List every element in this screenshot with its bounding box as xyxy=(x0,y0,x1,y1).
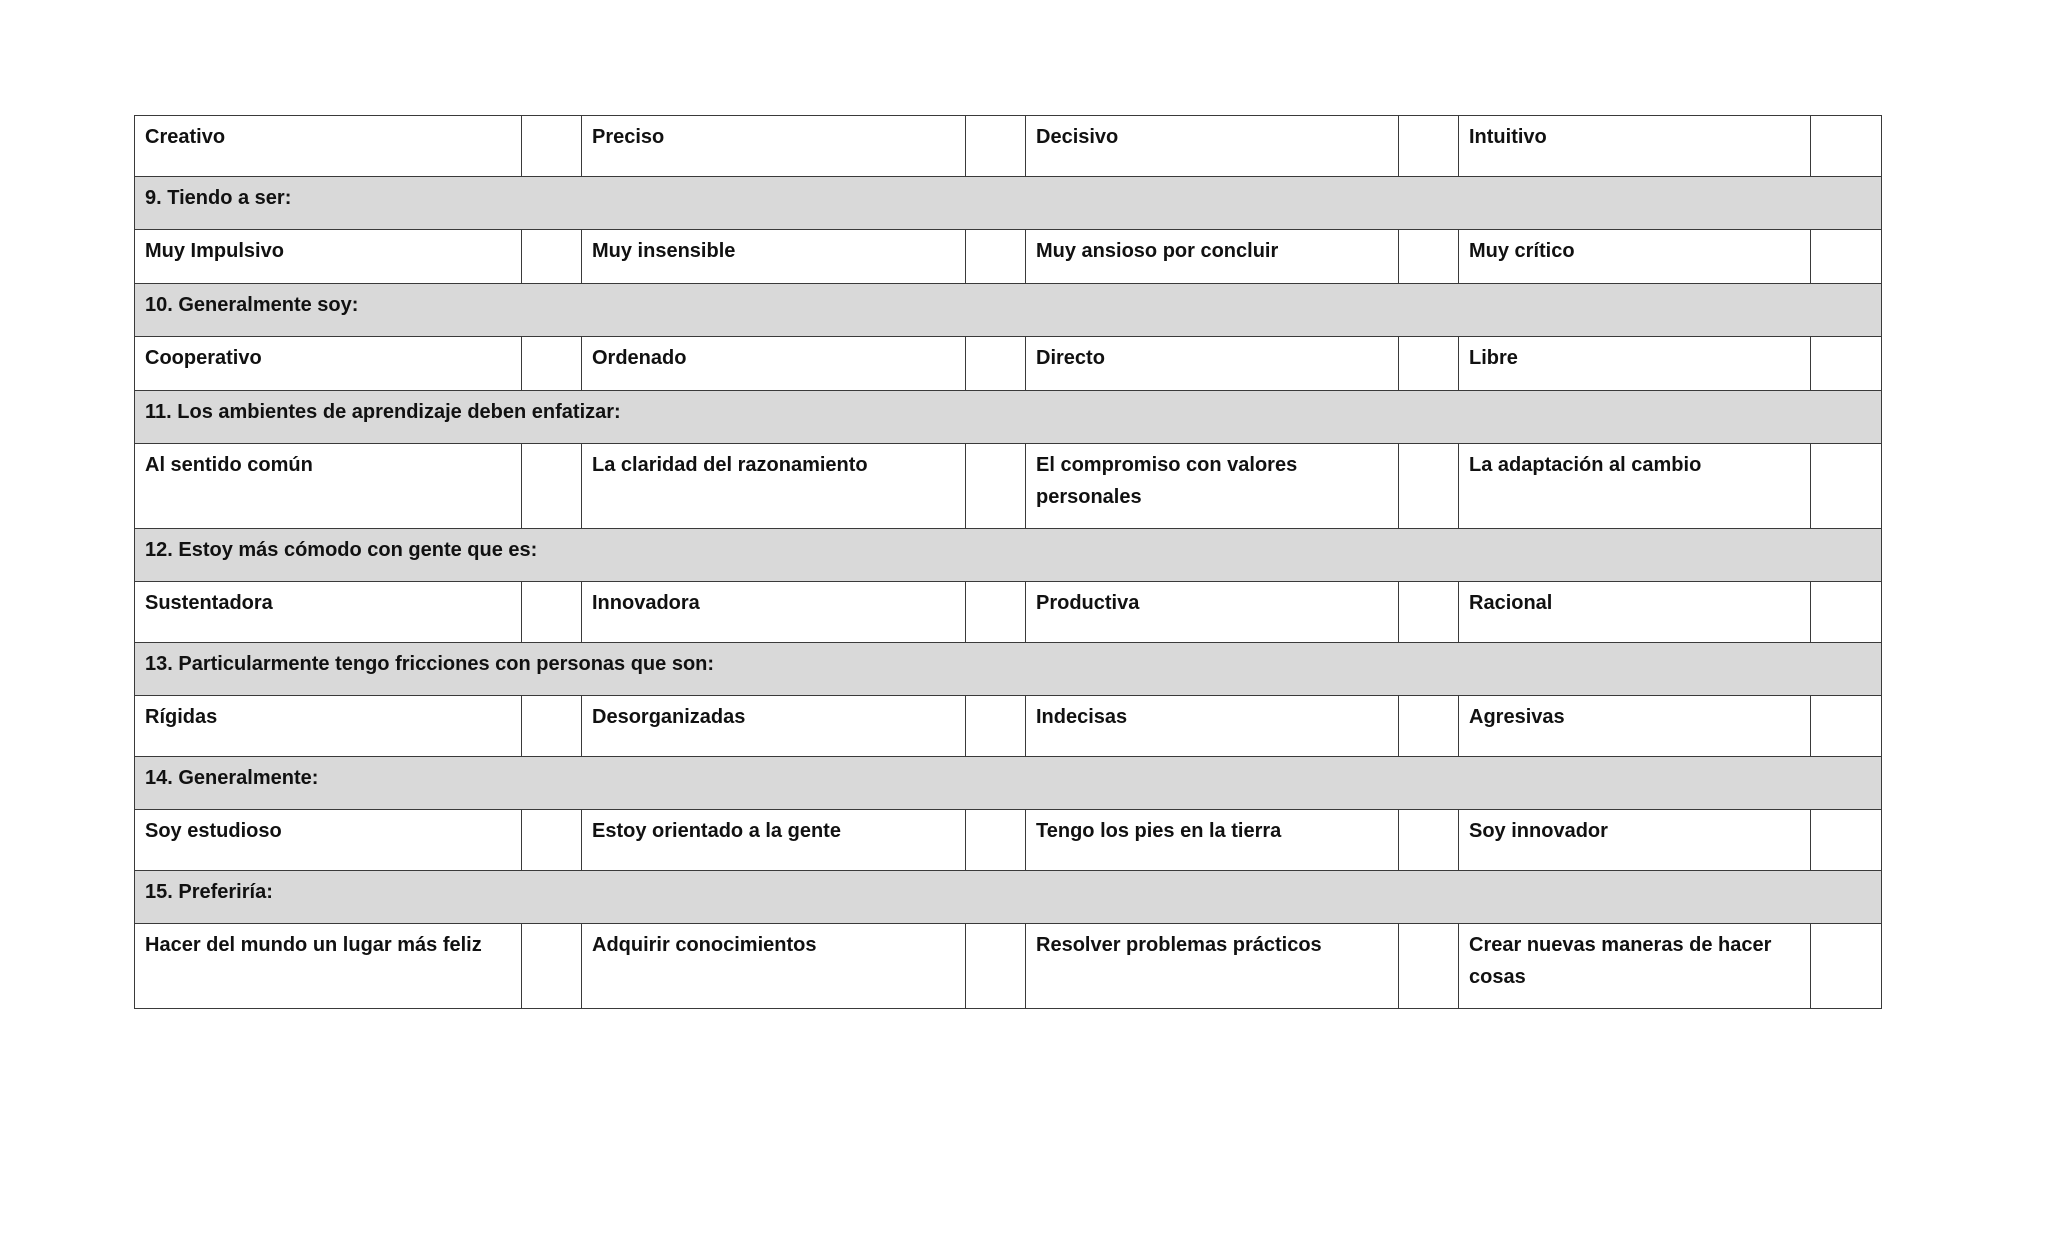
option-cell xyxy=(1026,810,1399,871)
option-cell xyxy=(1026,230,1399,284)
option-label: Hacer del mundo un lugar más feliz xyxy=(145,934,482,956)
answer-box[interactable] xyxy=(1399,810,1459,871)
answer-box[interactable] xyxy=(1811,924,1882,1009)
option-cell xyxy=(1459,230,1811,284)
question-row xyxy=(135,284,1882,337)
answer-box[interactable] xyxy=(966,337,1026,391)
option-label: Rígidas xyxy=(145,706,218,728)
option-label: Directo xyxy=(1036,347,1105,369)
question-cell xyxy=(135,871,1882,924)
option-label: Ordenado xyxy=(592,347,687,369)
answer-box[interactable] xyxy=(1811,230,1882,284)
answer-box[interactable] xyxy=(966,230,1026,284)
option-label: Resolver problemas prácticos xyxy=(1036,934,1322,956)
option-cell xyxy=(1459,444,1811,529)
option-cell xyxy=(582,444,966,529)
option-label: Al sentido común xyxy=(145,454,313,476)
answer-box[interactable] xyxy=(966,810,1026,871)
answer-box[interactable] xyxy=(1811,582,1882,643)
options-row xyxy=(135,444,1882,529)
option-label: Innovadora xyxy=(592,592,700,614)
question-cell xyxy=(135,284,1882,337)
answer-box[interactable] xyxy=(1811,116,1882,177)
question-cell xyxy=(135,643,1882,696)
answer-box[interactable] xyxy=(1811,444,1882,529)
option-cell xyxy=(1026,696,1399,757)
option-cell xyxy=(582,337,966,391)
question-label: 11. Los ambientes de aprendizaje deben enfatizar: xyxy=(145,401,621,423)
option-label: Muy Impulsivo xyxy=(145,240,284,262)
option-label: Productiva xyxy=(1036,592,1140,614)
option-label: Muy ansioso por concluir xyxy=(1036,240,1279,262)
option-cell xyxy=(582,582,966,643)
option-label: Creativo xyxy=(145,126,226,148)
answer-box[interactable] xyxy=(1811,696,1882,757)
answer-box[interactable] xyxy=(1399,444,1459,529)
option-cell xyxy=(135,116,522,177)
option-label: La adaptación al cambio xyxy=(1469,454,1702,476)
question-cell xyxy=(135,391,1882,444)
answer-box[interactable] xyxy=(1399,696,1459,757)
option-cell xyxy=(1026,582,1399,643)
option-label: La claridad del razonamiento xyxy=(592,454,868,476)
option-label: Soy innovador xyxy=(1469,820,1608,842)
option-label: Desorganizadas xyxy=(592,706,746,728)
option-cell xyxy=(135,337,522,391)
answer-box[interactable] xyxy=(522,582,582,643)
answer-box[interactable] xyxy=(1399,337,1459,391)
option-cell xyxy=(135,444,522,529)
option-label: Intuitivo xyxy=(1469,126,1547,148)
option-cell xyxy=(135,230,522,284)
option-cell xyxy=(1026,924,1399,1009)
answer-box[interactable] xyxy=(522,810,582,871)
answer-box[interactable] xyxy=(966,116,1026,177)
question-row xyxy=(135,177,1882,230)
answer-box[interactable] xyxy=(1399,924,1459,1009)
answer-box[interactable] xyxy=(522,924,582,1009)
answer-box[interactable] xyxy=(522,337,582,391)
answer-box[interactable] xyxy=(522,444,582,529)
options-row xyxy=(135,337,1882,391)
question-cell xyxy=(135,529,1882,582)
option-label: Crear nuevas maneras de hacer cosas xyxy=(1469,934,1772,988)
option-cell xyxy=(1459,924,1811,1009)
answer-box[interactable] xyxy=(966,444,1026,529)
question-label: 9. Tiendo a ser: xyxy=(145,187,292,209)
option-label: Cooperativo xyxy=(145,347,262,369)
options-row xyxy=(135,230,1882,284)
option-cell xyxy=(1026,337,1399,391)
option-cell xyxy=(135,696,522,757)
question-label: 15. Preferiría: xyxy=(145,881,273,903)
answer-box[interactable] xyxy=(966,924,1026,1009)
option-cell xyxy=(582,810,966,871)
option-label: Agresivas xyxy=(1469,706,1565,728)
option-label: Muy crítico xyxy=(1469,240,1575,262)
option-cell xyxy=(1459,582,1811,643)
question-cell xyxy=(135,177,1882,230)
option-cell xyxy=(1026,444,1399,529)
option-cell xyxy=(1459,696,1811,757)
questionnaire-table xyxy=(134,115,1882,1009)
option-cell xyxy=(1459,337,1811,391)
option-cell xyxy=(582,924,966,1009)
question-label: 13. Particularmente tengo fricciones con personas que son: xyxy=(145,653,715,675)
option-label: Soy estudioso xyxy=(145,820,282,842)
options-row xyxy=(135,582,1882,643)
table-body xyxy=(135,116,1882,1009)
option-label: Estoy orientado a la gente xyxy=(592,820,841,842)
option-label: Tengo los pies en la tierra xyxy=(1036,820,1282,842)
option-label: Decisivo xyxy=(1036,126,1119,148)
options-row xyxy=(135,696,1882,757)
question-label: 14. Generalmente: xyxy=(145,767,319,789)
question-row xyxy=(135,529,1882,582)
option-cell xyxy=(1459,116,1811,177)
question-row xyxy=(135,391,1882,444)
question-row xyxy=(135,643,1882,696)
option-label: Sustentadora xyxy=(145,592,273,614)
answer-box[interactable] xyxy=(1399,230,1459,284)
option-label: Libre xyxy=(1469,347,1518,369)
options-row xyxy=(135,810,1882,871)
answer-box[interactable] xyxy=(1811,810,1882,871)
answer-box[interactable] xyxy=(1811,337,1882,391)
options-row xyxy=(135,924,1882,1009)
option-cell xyxy=(1026,116,1399,177)
option-label: Indecisas xyxy=(1036,706,1128,728)
option-cell xyxy=(135,582,522,643)
question-label: 10. Generalmente soy: xyxy=(145,294,359,316)
answer-box[interactable] xyxy=(1399,582,1459,643)
option-label: Adquirir conocimientos xyxy=(592,934,817,956)
answer-box[interactable] xyxy=(966,582,1026,643)
question-label: 12. Estoy más cómodo con gente que es: xyxy=(145,539,538,561)
answer-box[interactable] xyxy=(522,696,582,757)
answer-box[interactable] xyxy=(1399,116,1459,177)
option-cell xyxy=(135,810,522,871)
option-label: Muy insensible xyxy=(592,240,736,262)
option-cell xyxy=(135,924,522,1009)
answer-box[interactable] xyxy=(522,116,582,177)
option-cell xyxy=(1459,810,1811,871)
question-cell xyxy=(135,757,1882,810)
option-cell xyxy=(582,696,966,757)
option-label: El compromiso con valores personales xyxy=(1036,454,1298,508)
option-label: Preciso xyxy=(592,126,665,148)
option-cell xyxy=(582,230,966,284)
question-row xyxy=(135,757,1882,810)
option-cell xyxy=(582,116,966,177)
answer-box[interactable] xyxy=(966,696,1026,757)
answer-box[interactable] xyxy=(522,230,582,284)
option-label: Racional xyxy=(1469,592,1553,614)
question-row xyxy=(135,871,1882,924)
options-row xyxy=(135,116,1882,177)
